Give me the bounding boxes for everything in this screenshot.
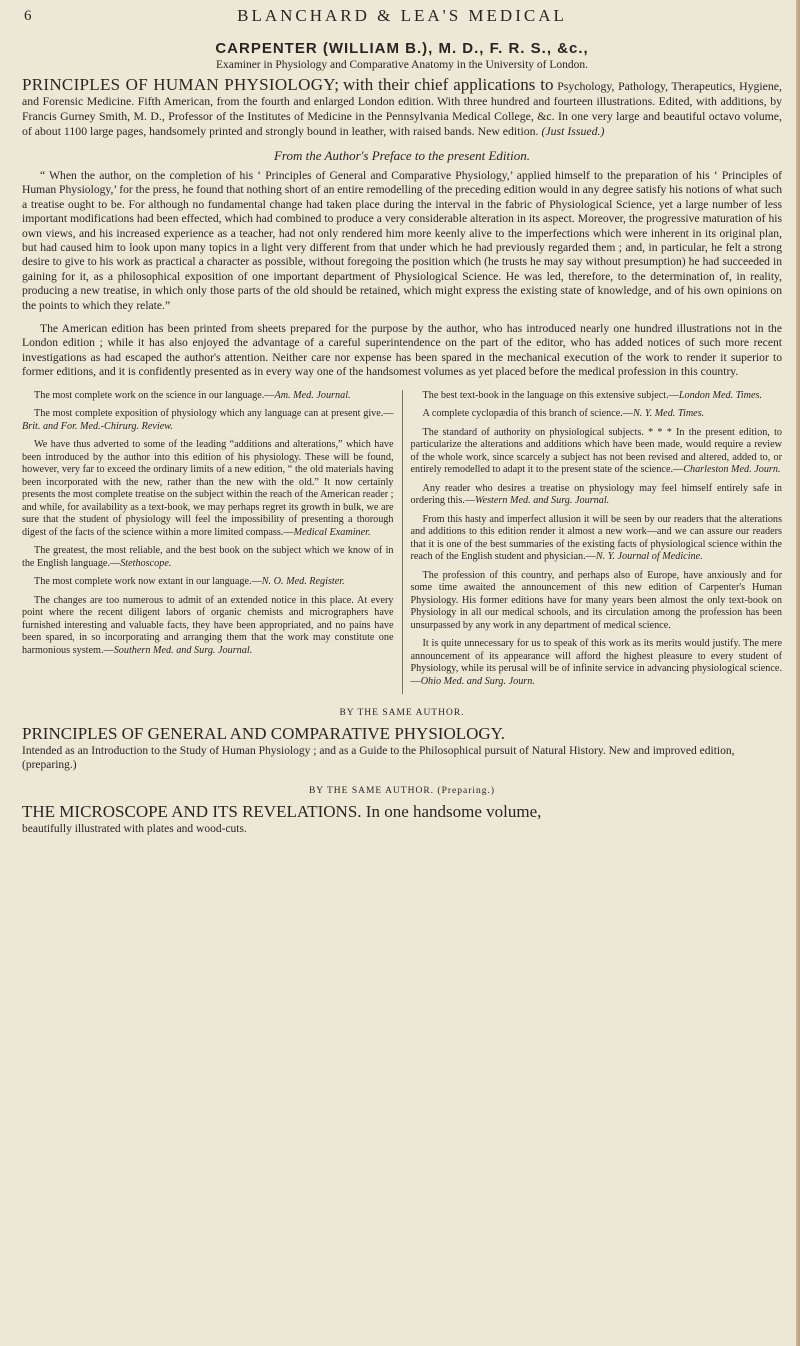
review-text: The standard of authority on physiological subjects. * * * In the present edition, to particularize the alterations and additions which have been made, would require a review of the whole work, since scarcely a subject has not been revised and altered, added to, or entirely remodelled to adapt it to the present state of the science.— [410, 426, 782, 476]
book2-by-line: BY THE SAME AUTHOR. [339, 708, 465, 719]
reviews-right-column [402, 390, 783, 695]
review-source: N. Y. Journal of Medicine. [595, 551, 703, 563]
book2-description: Intended as an Introduction to the Study of Human Physiology ; and as a Guide to the Philosophical pursuit of Natural History. New and improved edition, (preparing.) [22, 745, 735, 772]
review-text: The most complete exposition of physiology which any language can at present give.— [34, 408, 394, 420]
review-text: Any reader who desires a treatise on physiology may feel himself entirely safe in ordering this.— [410, 482, 782, 507]
running-title: BLANCHARD & LEA'S MEDICAL [237, 6, 567, 25]
review-item [411, 408, 783, 421]
author-heading: CARPENTER (WILLIAM B.), M. D., F. R. S., &c., [215, 40, 589, 57]
review-item [411, 570, 783, 633]
review-text: The profession of this country, and perhaps also of Europe, have anxiously and for some time awaited the announcement of this new edition of Carpenter's Human Physiology. His former editions have for many years been almost the only text-book on Physiology in all our medical schools, and its circulation among the profession has been unsurpassed by any work in any department of medical science. [410, 569, 782, 631]
book3-by-line: BY THE SAME AUTHOR. (Preparing.) [308, 786, 496, 797]
review-source: Brit. and For. Med.-Chirurg. Review. [22, 420, 173, 432]
review-item [411, 390, 783, 403]
review-text: The changes are too numerous to admit of an extended notice in this place. At every point where the recent diligent labors of organic chemists and micrographers have furnished interesting and valuable facts, they have been appropriated, and no pains have been spared, in so incorporating and arranging them that the work may constitute one harmonious system.— [22, 594, 394, 656]
review-item [22, 390, 394, 403]
review-text: A complete cyclopædia of this branch of science.— [422, 408, 633, 420]
review-item [411, 514, 783, 564]
page-number: 6 [24, 8, 32, 24]
book3-title: THE MICROSCOPE AND ITS REVELATIONS. [22, 802, 362, 822]
book1-description: Psychology, Pathology, Therapeutics, Hygiene, and Forensic Medicine. Fifth American, from the fourth and enlarged London edition. With three hundred and fourteen illustrations. Edited, with additions, by Francis Gurney Smith, M. D., Professor of the Institutes of Medicine in the Pennsylvania Medical College, &c. In one very large and beautiful octavo volume, of about 1100 large pages, handsomely printed and strongly bound in leather, with raised bands. New edition. [22, 79, 782, 138]
review-item [22, 595, 394, 658]
book1-entry [22, 77, 782, 139]
review-text: We have thus adverted to some of the leading “additions and alterations,” which have been introduced by the author into this edition of his physiology. These will be found, however, very far to exceed the ordinary limits of a new edition, “ the old materials having been incorporated with the new, rather than the new with the old.” It now certainly presents the most complete treatise on the subject within the reach of the American reader ; and while, for availability as a text-book, we may perhaps regret its growth in bulk, we are sure that the student of physiology will feel the impossibility of presenting a thorough digest of the facts of the science within a more limited compass.— [22, 439, 394, 538]
review-item [411, 427, 783, 477]
review-item [411, 638, 783, 688]
american-edition-text: The American edition has been printed from sheets prepared for the purpose by the author, who has introduced nearly one hundred illustrations not in the London edition ; while it has also enjoyed the advantage of a careful superintendence on the part of the editor, who has added notices of such more recent investigations as had escaped the author's attention. Neither care nor expense has been spared in the mechanical execution of the work to render it superior to former editions, and it is confidently presented as in every way one of the handsomest volumes as yet placed before the medical profession in this country. [22, 322, 782, 379]
review-source: N. Y. Med. Times. [632, 408, 705, 420]
review-item [22, 576, 394, 589]
review-text: The best text-book in the language on this extensive subject.— [422, 389, 679, 401]
review-text: It is quite unnecessary for us to speak of this work as its merits would justify. The mere announcement of its appearance will afford the highest pleasure to every student of Physiology, while its perusal will be of infinite service in advancing physiological science.— [410, 638, 782, 687]
review-text: The most complete work on the science in our language.— [34, 389, 275, 401]
review-source: Medical Examiner. [293, 526, 371, 538]
review-source: Western Med. and Surg. Journal. [475, 495, 610, 507]
review-item [411, 483, 783, 508]
reviews-left-column [22, 390, 402, 695]
book3-title-cont: In one handsome volume, [365, 802, 542, 822]
review-text: From this hasty and imperfect allusion it will be seen by our readers that the alterations and additions to this edition render it almost a new work—and we can assure our readers that it is one of the best summaries of the existing facts of physiological science within the reach of the English student and physician.— [410, 513, 782, 563]
review-source: London Med. Times. [678, 389, 763, 401]
review-text: The most complete work now extant in our language.— [34, 576, 262, 588]
book-page [22, 0, 782, 1334]
review-source: Am. Med. Journal. [274, 389, 351, 401]
reviews-section [22, 390, 782, 695]
running-head [22, 4, 782, 30]
book1-title: PRINCIPLES OF HUMAN PHYSIOLOGY; [22, 75, 340, 94]
preface-heading: From the Author's Preface to the present Edition. [273, 148, 530, 163]
review-item [22, 439, 394, 539]
review-text: The greatest, the most reliable, and the best book on the subject which we know of in the English language.— [22, 545, 394, 569]
book1-title-cont: with their chief applications to [342, 75, 554, 94]
review-source: Stethoscope. [120, 557, 172, 569]
book2-title: PRINCIPLES OF GENERAL AND COMPARATIVE PHYSIOLOGY. [22, 724, 505, 744]
review-item [22, 545, 394, 570]
review-source: N. O. Med. Register. [261, 576, 345, 588]
book1-just-issued: (Just Issued.) [541, 124, 605, 138]
book3-title-line [22, 802, 782, 822]
page-edge-shadow [796, 0, 800, 1346]
author-position: Examiner in Physiology and Comparative Anatomy in the University of London. [215, 59, 589, 71]
review-item [22, 408, 394, 433]
book3-description: beautifully illustrated with plates and wood-cuts. [22, 823, 247, 836]
review-source: Charleston Med. Journ. [683, 464, 781, 476]
review-source: Southern Med. and Surg. Journal. [113, 644, 253, 656]
preface-text: “ When the author, on the completion of his ‘ Principles of General and Comparative Physiology,’ applied himself to the preparation of his ‘ Principles of Human Physiology,’ for the press, he found that nothing short of an entire remodelling of the preceding edition would in any degree satisfy his notions of what such a treatise ought to be. For although no fundamental change had taken place during the interval in the fabric of Physiological Science, yet a large number of less important modifications had been effected, which had combined to produce a very considerable alteration in its aspect. Moreover, the progressive maturation of his own views, and his increased experience as a teacher, had not only rendered him more keenly alive to the imperfections which were inherent in its original plan, but had caused him to look upon many topics in a light very different from that under which he had previously regarded them ; and, in particular, he felt a strong desire to give to his work as practical a character as possible, without foregoing the position which (he trusts he may say without presumption) he had succeeded in gaining for it, as a philosophical exposition of one important department of Physiological Science. He was led, therefore, to the determination of, in reality, producing a new treatise, in which only those parts of the old should be retained, which might express the existing state of knowledge, and of his own opinions on the points to which they relate.” [22, 169, 782, 312]
review-source: Ohio Med. and Surg. Journ. [420, 675, 535, 687]
